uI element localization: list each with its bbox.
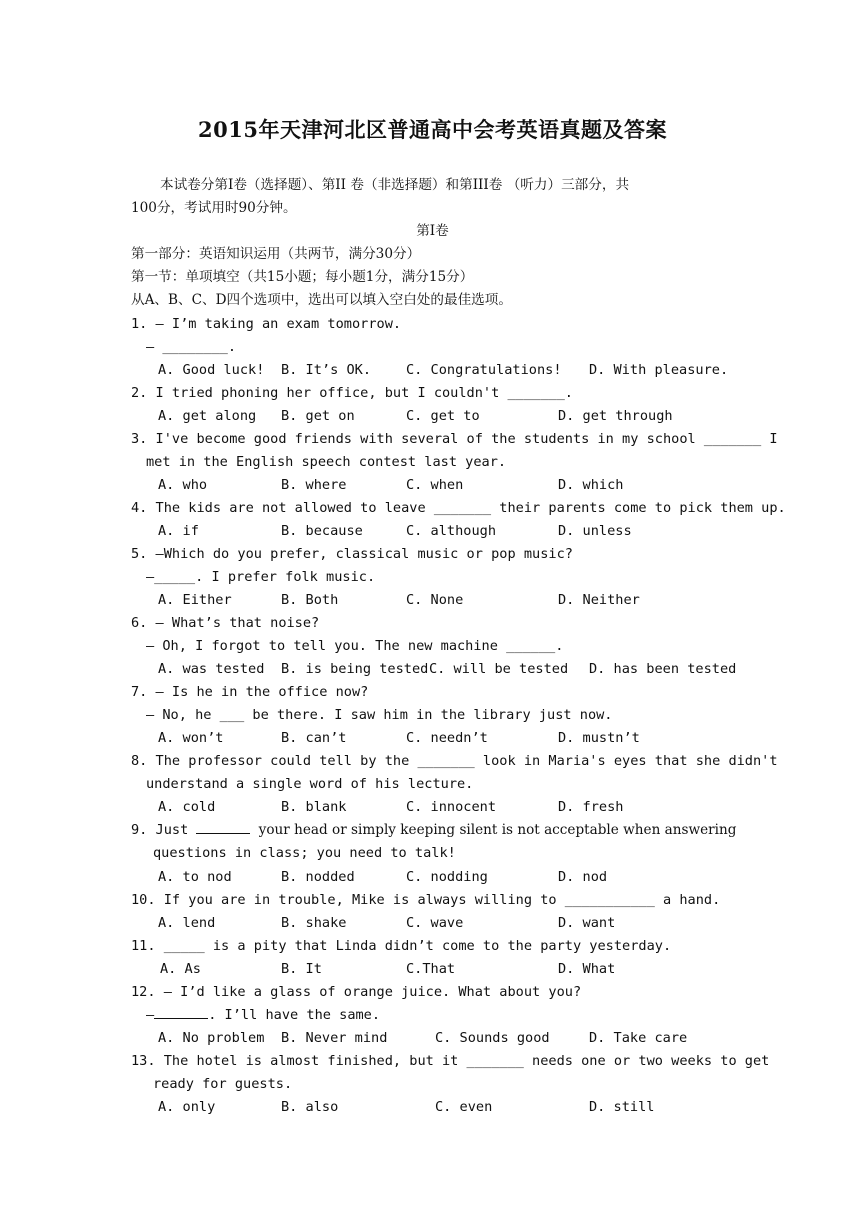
question-7-stem: 7. — Is he in the office now? — [131, 684, 369, 700]
question-1-stem: 1. — I’m taking an exam tomorrow. — [131, 316, 402, 332]
question-3-option-a: A. who — [158, 477, 208, 493]
question-1-option-b: B. It’s OK. — [281, 362, 372, 378]
question-2-option-c: C. get to — [406, 408, 480, 424]
question-8-stem: 8. The professor could tell by the _______ look in Maria's eyes that she didn't — [131, 753, 778, 769]
question-8-option-a: A. cold — [158, 799, 216, 815]
question-10-option-a: A. lend — [158, 915, 216, 931]
question-4-option-b: B. because — [281, 523, 363, 539]
question-13-stem-2: ready for guests. — [153, 1076, 293, 1092]
question-13-option-a: A. only — [158, 1099, 216, 1115]
question-13-stem: 13. The hotel is almost finished, but it _______ needs one or two weeks to get — [131, 1053, 770, 1069]
intro-line-1: 本试卷分第Ⅰ卷（选择题）、第II 卷（非选择题）和第III卷 （听力）三部分，共 — [160, 177, 630, 193]
question-11-option-c: C.That — [406, 961, 456, 977]
section1-heading: 第一节：单项填空（共15小题；每小题1分，满分15分） — [131, 269, 474, 285]
question-6-option-d: D. has been tested — [589, 661, 737, 677]
question-7-option-b: B. can’t — [281, 730, 347, 746]
question-3-option-b: B. where — [281, 477, 347, 493]
question-13-option-b: B. also — [281, 1099, 339, 1115]
question-10-option-d: D. want — [558, 915, 616, 931]
intro-line-2: 100分，考试用时90分钟。 — [131, 200, 297, 216]
question-2-option-a: A. get along — [158, 408, 257, 424]
question-4-option-c: C. although — [406, 523, 497, 539]
question-5-stem-2: —_____. I prefer folk music. — [146, 569, 376, 585]
question-5-option-b: B. Both — [281, 592, 339, 608]
dialogue-dash: — — [146, 1007, 155, 1023]
question-1-option-c: C. Congratulations! — [406, 362, 562, 378]
question-9-stem — [131, 821, 736, 839]
question-4-option-a: A. if — [158, 523, 199, 539]
question-11-option-d: D. What — [558, 961, 616, 977]
question-8-option-b: B. blank — [281, 799, 347, 815]
question-13-option-c: C. even — [435, 1099, 493, 1115]
section-juan-heading: 第Ⅰ卷 — [416, 223, 449, 239]
question-9-stem-start: 9. Just — [131, 822, 189, 838]
question-5-stem: 5. —Which do you prefer, classical music or pop music? — [131, 546, 573, 562]
question-12-option-a: A. No problem — [158, 1030, 265, 1046]
question-1-stem-2: — ________. — [146, 339, 237, 355]
question-6-option-a: A. was tested — [158, 661, 265, 677]
question-4-option-d: D. unless — [558, 523, 632, 539]
question-12-option-c: C. Sounds good — [435, 1030, 550, 1046]
question-3-stem-2: met in the English speech contest last year. — [146, 454, 507, 470]
question-8-option-d: D. fresh — [558, 799, 624, 815]
part1-heading: 第一部分：英语知识运用（共两节，满分30分） — [131, 246, 421, 262]
question-9-stem-2: questions in class; you need to talk! — [153, 845, 456, 861]
question-6-option-c: C. will be tested — [429, 661, 569, 677]
question-9-option-a: A. to nod — [158, 869, 232, 885]
question-1-option-a: A. Good luck! — [158, 362, 265, 378]
question-7-option-d: D. mustn’t — [558, 730, 640, 746]
question-10-option-c: C. wave — [406, 915, 464, 931]
question-9-option-c: C. nodding — [406, 869, 488, 885]
question-6-stem-2: — Oh, I forgot to tell you. The new machine ______. — [146, 638, 564, 654]
question-8-option-c: C. innocent — [406, 799, 497, 815]
question-10-option-b: B. shake — [281, 915, 347, 931]
question-3-option-d: D. which — [558, 477, 624, 493]
question-7-option-a: A. won’t — [158, 730, 224, 746]
question-4-stem: 4. The kids are not allowed to leave _______ their parents come to pick them up. — [131, 500, 786, 516]
question-6-stem: 6. — What’s that noise? — [131, 615, 320, 631]
answer-blank — [154, 1006, 208, 1019]
question-5-option-c: C. None — [406, 592, 464, 608]
instruction-text: 从A、B、C、D四个选项中，选出可以填入空白处的最佳选项。 — [131, 292, 512, 308]
page-title: 2015年天津河北区普通高中会考英语真题及答案 — [198, 117, 667, 142]
question-9-option-b: B. nodded — [281, 869, 355, 885]
question-9-option-d: D. nod — [558, 869, 608, 885]
question-12-option-b: B. Never mind — [281, 1030, 388, 1046]
question-11-stem: 11. _____ is a pity that Linda didn’t come to the party yesterday. — [131, 938, 672, 954]
question-9-stem-rest: your head or simply keeping silent is not acceptable when answering — [258, 822, 737, 838]
question-8-stem-2: understand a single word of his lecture. — [146, 776, 474, 792]
question-1-option-d: D. With pleasure. — [589, 362, 729, 378]
question-7-option-c: C. needn’t — [406, 730, 488, 746]
question-5-option-d: D. Neither — [558, 592, 640, 608]
question-3-stem: 3. I've become good friends with several of the students in my school _______ I — [131, 431, 778, 447]
question-7-stem-2: — No, he ___ be there. I saw him in the library just now. — [146, 707, 613, 723]
answer-blank — [196, 821, 250, 834]
question-2-stem: 2. I tried phoning her office, but I couldn't _______. — [131, 385, 573, 401]
question-11-option-a: A. As — [160, 961, 201, 977]
question-12-stem-2 — [146, 1006, 380, 1024]
question-12-stem-rest: . I’ll have the same. — [208, 1007, 381, 1023]
question-10-stem: 10. If you are in trouble, Mike is always willing to ___________ a hand. — [131, 892, 721, 908]
question-13-option-d: D. still — [589, 1099, 655, 1115]
question-2-option-b: B. get on — [281, 408, 355, 424]
question-6-option-b: B. is being tested — [281, 661, 429, 677]
question-5-option-a: A. Either — [158, 592, 232, 608]
question-12-option-d: D. Take care — [589, 1030, 688, 1046]
question-12-stem: 12. — I’d like a glass of orange juice. What about you? — [131, 984, 582, 1000]
question-11-option-b: B. It — [281, 961, 322, 977]
question-3-option-c: C. when — [406, 477, 464, 493]
question-2-option-d: D. get through — [558, 408, 673, 424]
